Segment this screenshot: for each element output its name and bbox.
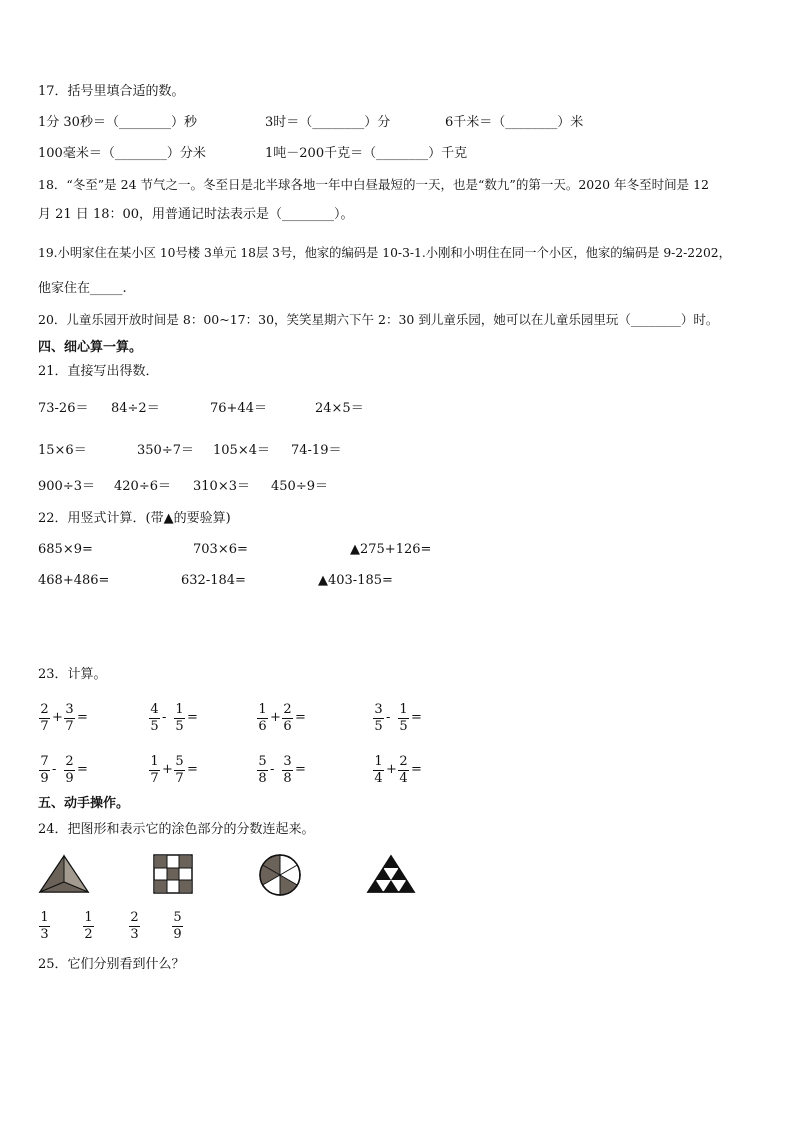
q23-fraction bbox=[372, 703, 385, 734]
q24-fraction-option bbox=[82, 911, 95, 942]
q17-item-3: 6千米＝（________）米 bbox=[445, 115, 584, 130]
q23-fraction bbox=[173, 703, 186, 734]
numerator: 1 bbox=[84, 910, 93, 925]
q23-fraction bbox=[38, 755, 51, 786]
denominator: 6 bbox=[283, 719, 292, 734]
q23-equals: = bbox=[411, 762, 422, 777]
denominator: 5 bbox=[374, 719, 383, 734]
q24-title: 24．把图形和表示它的涂色部分的分数连起来。 bbox=[38, 822, 315, 837]
q21-title: 21．直接写出得数． bbox=[38, 364, 159, 379]
q22-cell: 468+486= bbox=[38, 573, 110, 588]
q21-cell: 15×6＝ bbox=[38, 443, 87, 458]
q23-fraction bbox=[397, 703, 410, 734]
numerator: 5 bbox=[173, 910, 182, 925]
denominator: 7 bbox=[175, 771, 184, 786]
q23-operator: - bbox=[52, 762, 57, 777]
q23-fraction bbox=[148, 755, 161, 786]
q23-operator: + bbox=[386, 762, 397, 777]
circle-sixths-figure bbox=[258, 853, 302, 897]
q17-item-5: 1吨－200千克＝（________）千克 bbox=[265, 146, 468, 161]
numerator: 1 bbox=[258, 702, 267, 717]
triangle-thirds-figure bbox=[38, 854, 90, 894]
q21-cell: 420÷6＝ bbox=[114, 479, 171, 494]
numerator: 5 bbox=[258, 754, 267, 769]
numerator: 3 bbox=[374, 702, 383, 717]
q23-operator: - bbox=[270, 762, 275, 777]
q22-cell: ▲275+126= bbox=[350, 542, 432, 557]
section-4-heading: 四、细心算一算。 bbox=[38, 340, 143, 355]
numerator: 2 bbox=[399, 754, 408, 769]
q21-cell: 310×3＝ bbox=[193, 479, 250, 494]
q23-operator: + bbox=[162, 762, 173, 777]
q23-operator: + bbox=[52, 710, 63, 725]
grid-figure bbox=[153, 854, 193, 894]
numerator: 1 bbox=[40, 910, 49, 925]
q21-cell: 105×4＝ bbox=[213, 443, 270, 458]
numerator: 2 bbox=[40, 702, 49, 717]
numerator: 1 bbox=[374, 754, 383, 769]
denominator: 8 bbox=[258, 771, 267, 786]
numerator: 2 bbox=[283, 702, 292, 717]
q24-fraction-option bbox=[128, 911, 141, 942]
denominator: 5 bbox=[150, 719, 159, 734]
q23-fraction bbox=[148, 703, 161, 734]
q21-cell: 84÷2＝ bbox=[111, 401, 160, 416]
triangle-ninths-figure bbox=[366, 854, 416, 894]
q21-cell: 74-19＝ bbox=[291, 443, 342, 458]
q23-fraction bbox=[38, 703, 51, 734]
q23-fraction bbox=[256, 755, 269, 786]
q22-cell: ▲403-185= bbox=[318, 573, 393, 588]
q20-text: 20．儿童乐园开放时间是 8：00~17：30，笑笑星期六下午 2：30 到儿童乐园，她可以在儿童乐园里玩（________）时。 bbox=[38, 312, 719, 327]
q23-equals: = bbox=[187, 762, 198, 777]
q23-fraction bbox=[397, 755, 410, 786]
q21-cell: 450÷9＝ bbox=[271, 479, 328, 494]
q23-fraction bbox=[63, 703, 76, 734]
q21-cell: 900÷3＝ bbox=[38, 479, 95, 494]
q19-line-1: 19.小明家住在某小区 10号楼 3单元 18层 3号，他家的编码是 10-3-1.小刚和小明住在同一个小区，他家的编码是 9-2-2202， bbox=[38, 246, 731, 260]
denominator: 7 bbox=[65, 719, 74, 734]
numerator: 4 bbox=[150, 702, 159, 717]
q23-equals: = bbox=[77, 762, 88, 777]
q24-fraction-option bbox=[38, 911, 51, 942]
q22-cell: 685×9= bbox=[38, 542, 93, 557]
q23-fraction bbox=[281, 755, 294, 786]
denominator: 9 bbox=[40, 771, 49, 786]
q23-operator: - bbox=[386, 710, 391, 725]
q23-equals: = bbox=[295, 710, 306, 725]
q17-item-4: 100毫米＝（________）分米 bbox=[38, 146, 206, 161]
q21-cell: 73-26＝ bbox=[38, 401, 89, 416]
numerator: 2 bbox=[130, 910, 139, 925]
denominator: 6 bbox=[258, 719, 267, 734]
q23-fraction bbox=[256, 703, 269, 734]
q23-equals: = bbox=[77, 710, 88, 725]
q18-line-2: 月 21 日 18：00，用普通记时法表示是（________）。 bbox=[38, 207, 354, 222]
q17-item-2: 3时＝（________）分 bbox=[265, 115, 391, 130]
q24-fraction-option bbox=[171, 911, 184, 942]
q18-line-1: 18．“冬至”是 24 节气之一。冬至日是北半球各地一年中白昼最短的一天，也是“数九”的第一天。2020 年冬至时间是 12 bbox=[38, 177, 709, 192]
denominator: 3 bbox=[130, 927, 139, 942]
numerator: 5 bbox=[175, 754, 184, 769]
section-5-heading: 五、动手操作。 bbox=[38, 796, 130, 811]
q19-line-2: 他家住在_____. bbox=[38, 281, 127, 296]
denominator: 7 bbox=[40, 719, 49, 734]
q22-cell: 703×6= bbox=[193, 542, 248, 557]
q25-title: 25．它们分别看到什么？ bbox=[38, 957, 185, 972]
q22-title: 22．用竖式计算．(带▲的要验算) bbox=[38, 511, 231, 526]
q23-fraction bbox=[372, 755, 385, 786]
denominator: 9 bbox=[65, 771, 74, 786]
q23-equals: = bbox=[295, 762, 306, 777]
q23-equals: = bbox=[187, 710, 198, 725]
q23-fraction bbox=[173, 755, 186, 786]
denominator: 3 bbox=[40, 927, 49, 942]
q23-operator: + bbox=[270, 710, 281, 725]
denominator: 5 bbox=[175, 719, 184, 734]
numerator: 3 bbox=[283, 754, 292, 769]
numerator: 1 bbox=[399, 702, 408, 717]
q23-equals: = bbox=[411, 710, 422, 725]
q23-title: 23．计算。 bbox=[38, 667, 107, 682]
denominator: 5 bbox=[399, 719, 408, 734]
denominator: 7 bbox=[150, 771, 159, 786]
denominator: 4 bbox=[399, 771, 408, 786]
denominator: 2 bbox=[84, 927, 93, 942]
numerator: 3 bbox=[65, 702, 74, 717]
numerator: 1 bbox=[175, 702, 184, 717]
q17-title: 17．括号里填合适的数。 bbox=[38, 84, 185, 99]
q22-cell: 632-184= bbox=[181, 573, 246, 588]
q23-fraction bbox=[281, 703, 294, 734]
q21-cell: 76+44＝ bbox=[210, 401, 267, 416]
denominator: 8 bbox=[283, 771, 292, 786]
q21-cell: 24×5＝ bbox=[315, 401, 364, 416]
denominator: 4 bbox=[374, 771, 383, 786]
q21-cell: 350÷7＝ bbox=[137, 443, 194, 458]
denominator: 9 bbox=[173, 927, 182, 942]
numerator: 2 bbox=[65, 754, 74, 769]
numerator: 7 bbox=[40, 754, 49, 769]
q23-operator: - bbox=[162, 710, 167, 725]
q17-item-1: 1分 30秒＝（________）秒 bbox=[38, 115, 197, 130]
numerator: 1 bbox=[150, 754, 159, 769]
q23-fraction bbox=[63, 755, 76, 786]
